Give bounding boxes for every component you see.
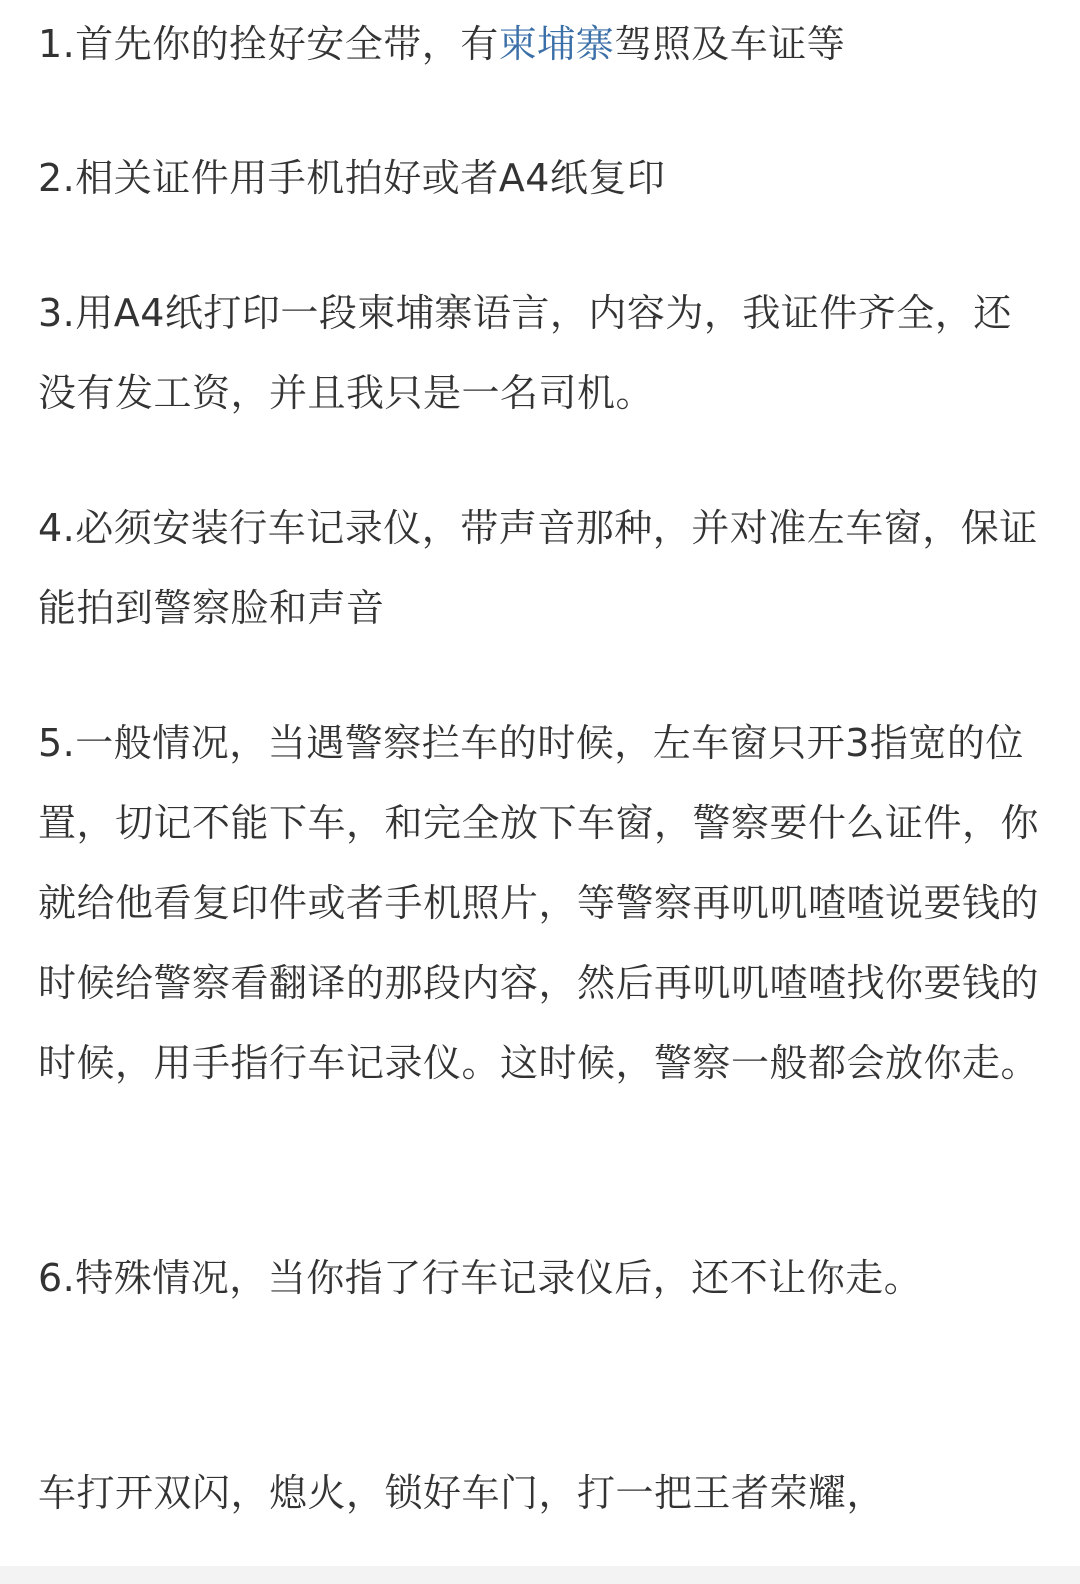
paragraph-6: 6.特殊情况，当你指了行车记录仪后，还不让你走。 — [38, 1256, 923, 1300]
paragraph-5: 5.一般情况，当遇警察拦车的时候，左车窗只开3指宽的位置，切记不能下车，和完全放下车窗，警察要什么证件，你就给他看复印件或者手机照片，等警察再叽叽喳喳说要钱的时候给警察看翻译的那段内容，然后再叽叽喳喳找你要钱的时候，用手指行车记录仪。这时候，警察一般都会放你走。 — [38, 721, 1040, 1085]
paragraph-2: 2.相关证件用手机拍好或者A4纸复印 — [38, 156, 666, 200]
paragraph-4: 4.必须安装行车记录仪，带声音那种，并对准左车窗，保证能拍到警察脸和声音 — [38, 506, 1038, 630]
paragraph-3: 3.用A4纸打印一段柬埔寨语言，内容为，我证件齐全，还没有发工资，并且我只是一名司机。 — [38, 291, 1012, 415]
paragraph-1 — [38, 4, 845, 84]
cambodia-link[interactable]: 柬埔寨 — [498, 22, 615, 66]
paragraph-1-text-after: 驾照及车证等 — [614, 22, 846, 66]
paragraph-1-text-before: 1.首先你的拴好安全带，有 — [38, 22, 499, 66]
paragraph-7: 车打开双闪，熄火，锁好车门，打一把王者荣耀， — [38, 1471, 886, 1515]
bottom-divider — [0, 1566, 1080, 1584]
